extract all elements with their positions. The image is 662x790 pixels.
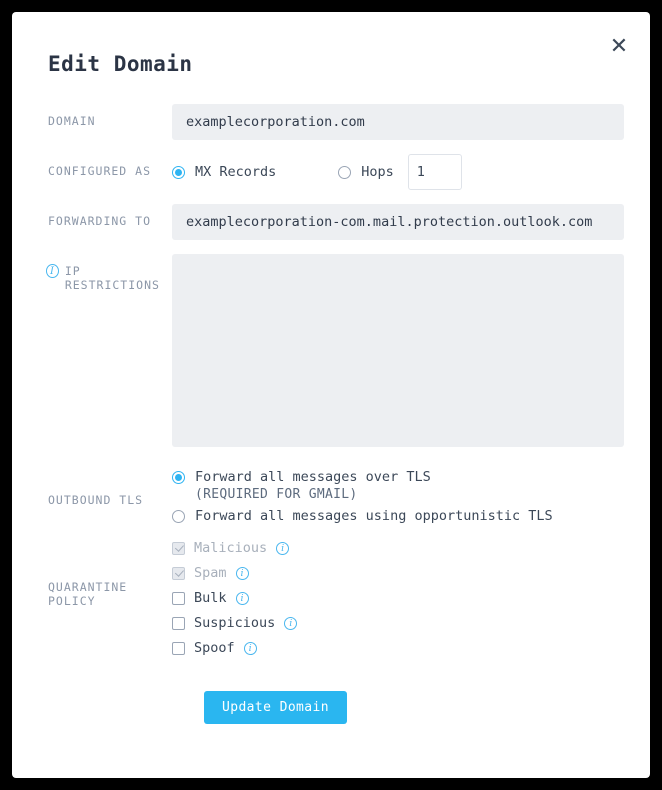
field-row-configured-as — [12, 154, 650, 190]
domain-label: DOMAIN — [48, 114, 96, 128]
radio-mx-records[interactable] — [172, 166, 185, 179]
radio-tls-required-label: Forward all messages over TLS — [195, 469, 431, 485]
forwarding-to-label: FORWARDING TO — [48, 214, 152, 228]
list-item — [172, 640, 624, 656]
field-row-ip-restrictions — [12, 254, 650, 451]
list-item — [172, 540, 624, 556]
checkbox-malicious-label: Malicious — [194, 540, 268, 556]
outbound-tls-label: OUTBOUND TLS — [48, 493, 144, 507]
checkbox-spoof-label: Spoof — [194, 640, 235, 656]
info-icon[interactable]: i — [236, 592, 249, 605]
field-row-domain — [12, 104, 650, 140]
ip-restrictions-field-wrap — [172, 254, 650, 451]
field-row-forwarding-to — [12, 204, 650, 240]
radio-mx-records-label: MX Records — [195, 164, 277, 180]
info-icon[interactable]: I — [46, 264, 59, 278]
list-item — [172, 565, 624, 581]
forwarding-to-input[interactable] — [172, 204, 624, 240]
quarantine-policy-field-wrap — [172, 540, 650, 665]
radio-tls-required[interactable] — [172, 471, 185, 484]
field-row-outbound-tls — [12, 465, 650, 526]
info-icon[interactable]: i — [284, 617, 297, 630]
page-title: Edit Domain — [48, 52, 193, 76]
configured-as-field-wrap — [172, 154, 650, 190]
list-item — [172, 615, 624, 631]
checkbox-spoof[interactable] — [172, 642, 185, 655]
checkbox-spam — [172, 567, 185, 580]
radio-hops[interactable] — [338, 166, 351, 179]
checkbox-spam-label: Spam — [194, 565, 227, 581]
configured-as-label: CONFIGURED AS — [48, 164, 152, 178]
edit-domain-form — [12, 104, 650, 724]
radio-tls-opportunistic[interactable] — [172, 510, 185, 523]
radio-hops-label: Hops — [361, 164, 394, 180]
domain-input[interactable] — [172, 104, 624, 140]
info-icon[interactable]: i — [236, 567, 249, 580]
outbound-tls-field-wrap — [172, 465, 650, 526]
checkbox-malicious — [172, 542, 185, 555]
checkbox-suspicious[interactable] — [172, 617, 185, 630]
update-domain-button[interactable]: Update Domain — [204, 691, 347, 724]
checkbox-bulk-label: Bulk — [194, 590, 227, 606]
ip-restrictions-label: IP RESTRICTIONS — [64, 264, 160, 292]
submit-row — [12, 679, 650, 724]
info-icon[interactable]: i — [244, 642, 257, 655]
checkbox-bulk[interactable] — [172, 592, 185, 605]
field-row-quarantine-policy — [12, 540, 650, 665]
edit-domain-modal — [12, 12, 650, 778]
forwarding-to-field-wrap — [172, 204, 650, 240]
domain-field-wrap — [172, 104, 650, 140]
list-item — [172, 590, 624, 606]
checkbox-suspicious-label: Suspicious — [194, 615, 276, 631]
ip-restrictions-label-wrap — [12, 254, 172, 292]
info-icon[interactable]: i — [276, 542, 289, 555]
radio-tls-opportunistic-label: Forward all messages using opportunistic TLS — [195, 508, 553, 524]
quarantine-policy-label: QUARANTINE POLICY — [48, 580, 128, 608]
outbound-tls-note: (REQUIRED FOR GMAIL) — [195, 487, 358, 502]
close-icon[interactable]: ✕ — [609, 34, 629, 59]
ip-restrictions-textarea[interactable] — [172, 254, 624, 447]
hops-input[interactable] — [408, 154, 462, 190]
